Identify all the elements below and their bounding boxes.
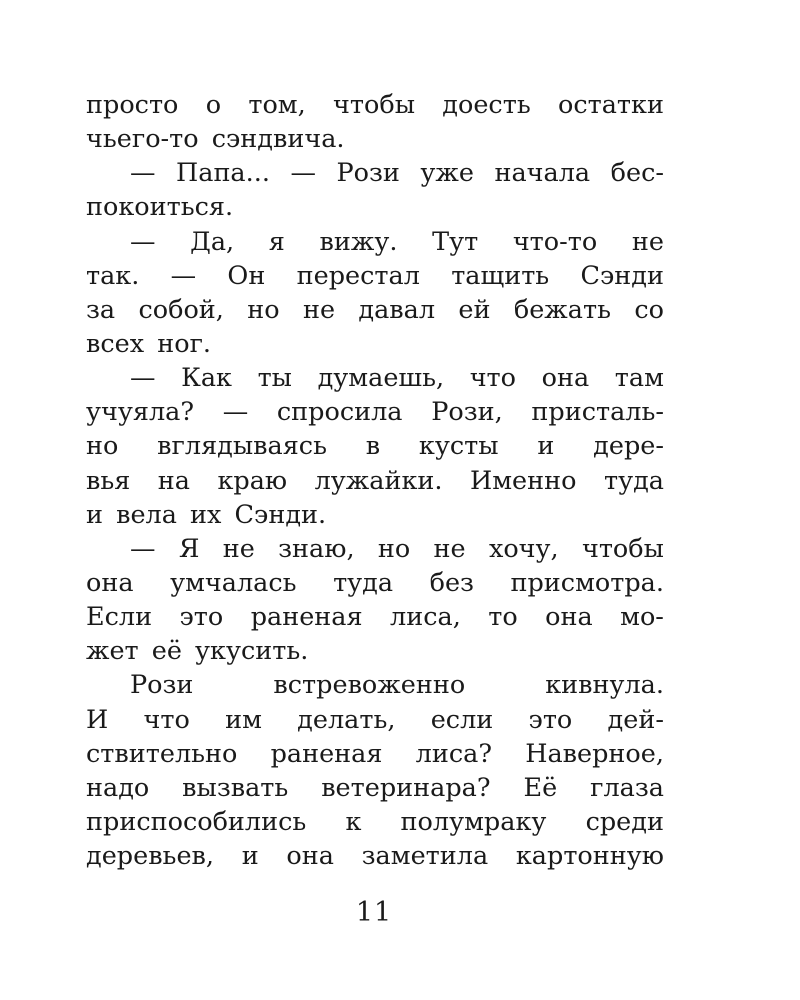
text-line: И что им делать, если это дей-	[86, 704, 664, 735]
text-line: жет её укусить.	[86, 636, 309, 667]
page-number: 11	[355, 897, 393, 928]
text-line: приспособились к полумраку среди	[86, 806, 664, 837]
text-line: надо вызвать ветеринара? Её глаза	[86, 772, 664, 803]
text-line: она умчалась туда без присмотра.	[86, 567, 664, 598]
text-line: — Как ты думаешь, что она там	[130, 363, 664, 394]
text-line: вья на краю лужайки. Именно туда	[86, 465, 664, 496]
text-line: за собой, но не давал ей бежать со	[86, 294, 664, 325]
text-line: так. — Он перестал тащить Сэнди	[86, 260, 664, 291]
text-line: покоиться.	[86, 192, 234, 223]
text-line: — Да, я вижу. Тут что-то не	[130, 226, 664, 257]
text-line: всех ног.	[86, 328, 212, 359]
text-line: но вглядываясь в кусты и дере-	[86, 431, 664, 462]
text-line: ствительно раненая лиса? Наверное,	[86, 738, 664, 769]
text-line: чьего-то сэндвича.	[86, 124, 345, 155]
text-line: Рози встревоженно кивнула.	[130, 670, 664, 701]
text-line: учуяла? — спросила Рози, присталь-	[86, 397, 664, 428]
text-line: Если это раненая лиса, то она мо-	[86, 602, 664, 633]
text-line: деревьев, и она заметила картонную	[86, 841, 664, 872]
text-line: — Я не знаю, но не хочу, чтобы	[130, 533, 664, 564]
text-line: — Папа... — Рози уже начала бес-	[130, 158, 664, 189]
text-line: просто о том, чтобы доесть остатки	[86, 90, 664, 120]
body-text	[86, 88, 664, 873]
text-line: и вела их Сэнди.	[86, 499, 327, 530]
